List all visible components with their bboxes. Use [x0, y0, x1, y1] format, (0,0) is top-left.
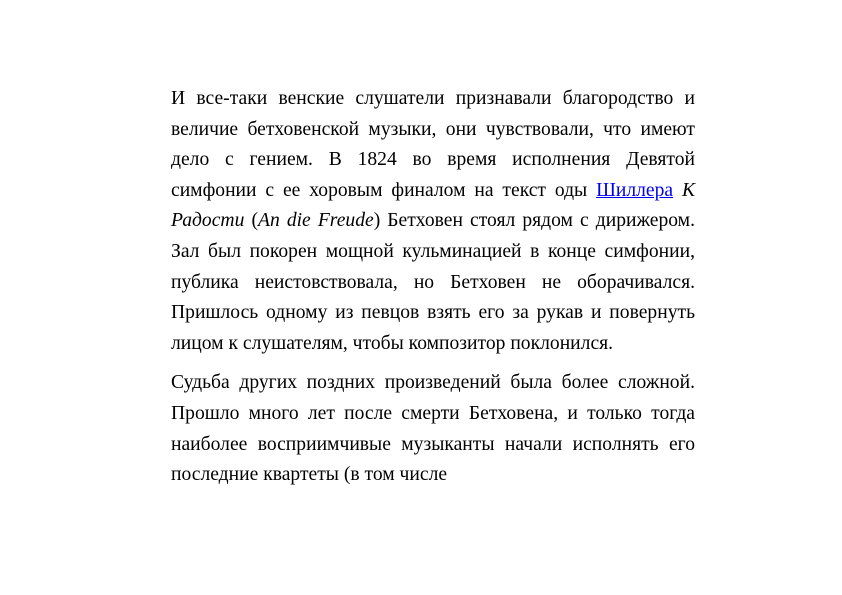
document-page: [171, 84, 695, 491]
work-title-german: An die Freude: [257, 210, 374, 232]
paragraph-2: Судьба других поздних произведений была более сложной. Прошло много лет после смерти Бетховена, и только тогда наиболее восприимчивые музыканты начали исполнять его последние квартеты (в том числе: [171, 372, 695, 486]
paragraph-1: [171, 84, 695, 359]
work-title-russian: К Радости: [171, 179, 695, 232]
paragraph-1-text-start: И все-таки венские слушатели признавали благородство и величие бетховенской музыки, они чувствовали, что имеют дело с гением. В 1824 во время исполнения Девятой симфонии с ее хоровым финалом на текст оды: [171, 88, 695, 201]
paren-open: (: [251, 210, 258, 232]
paragraph-1-text-end: ) Бетховен стоял рядом с дирижером. Зал был покорен мощной кульминацией в конце симфонии, публика неистовствовала, но Бетховен не оборачивался. Пришлось одному из певцов взять его за рукав и повернуть лицом к слушателям, чтобы композитор поклонился.: [171, 210, 695, 354]
schiller-link[interactable]: Шиллера: [596, 179, 674, 201]
